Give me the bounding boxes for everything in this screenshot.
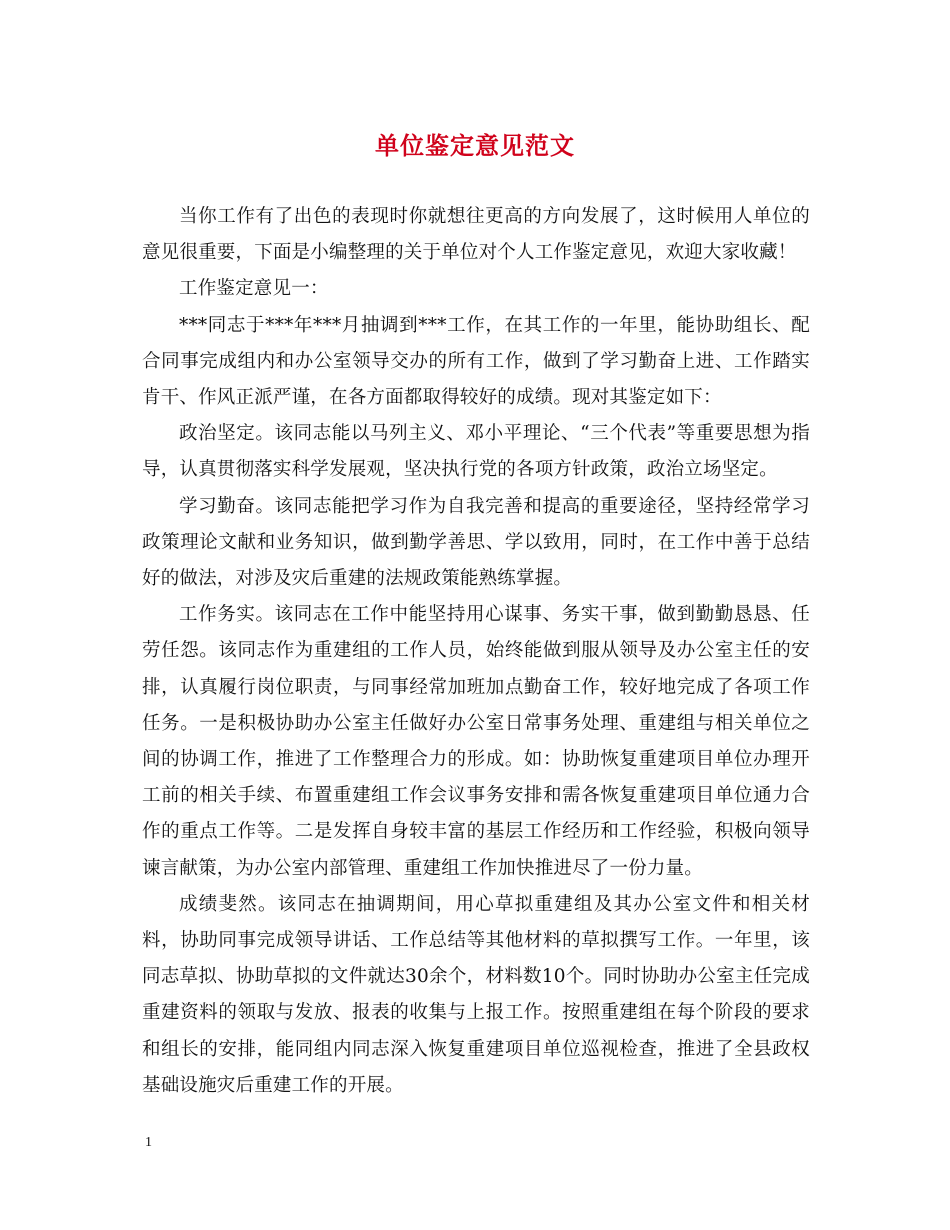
paragraph-intro: 当你工作有了出色的表现时你就想往更高的方向发展了，这时候用人单位的意见很重要，下面是小编整理的关于单位对个人工作鉴定意见，欢迎大家收藏！	[142, 206, 810, 264]
document-body	[142, 199, 810, 1104]
paragraph-work: 工作务实。该同志在工作中能坚持用心谋事、务实干事，做到勤勤恳恳、任劳任怨。该同志作为重建组的工作人员，始终能做到服从领导及办公室主任的安排，认真履行岗位职责，与同事经常加班加点勤奋工作，较好地完成了各项工作任务。一是积极协助办公室主任做好办公室日常事务处理、重建组与相关单位之间的协调工作，推进了工作整理合力的形成。如：协助恢复重建项目单位办理开工前的相关手续、布置重建组工作会议事务安排和需各恢复重建项目单位通力合作的重点工作等。二是发挥自身较丰富的基层工作经历和工作经验，积极向领导谏言献策，为办公室内部管理、重建组工作加快推进尽了一份力量。	[142, 604, 810, 879]
paragraph-study: 学习勤奋。该同志能把学习作为自我完善和提高的重要途径，坚持经常学习政策理论文献和业务知识，做到勤学善思、学以致用，同时，在工作中善于总结好的做法，对涉及灾后重建的法规政策能熟练掌握。	[142, 495, 810, 590]
paragraph-section-heading: 工作鉴定意见一：	[179, 278, 329, 300]
paragraph-political: 政治坚定。该同志能以马列主义、邓小平理论、“三个代表”等重要思想为指导，认真贯彻落实科学发展观，坚决执行党的各项方针政策，政治立场坚定。	[142, 423, 810, 481]
document-title: 单位鉴定意见范文	[375, 131, 575, 160]
paragraph-achievements: 成绩斐然。该同志在抽调期间，用心草拟重建组及其办公室文件和相关材料，协助同事完成领导讲话、工作总结等其他材料的草拟撰写工作。一年里，该同志草拟、协助草拟的文件就达30余个，材料数10个。同时协助办公室主任完成重建资料的领取与发放、报表的收集与上报工作。按照重建组在每个阶段的要求和组长的安排，能同组内同志深入恢复重建项目单位巡视检查，推进了全县政权基础设施灾后重建工作的开展。	[142, 893, 810, 1096]
page-number: 1	[145, 1135, 152, 1150]
paragraph-overview: ***同志于***年***月抽调到***工作，在其工作的一年里，能协助组长、配合同事完成组内和办公室领导交办的所有工作，做到了学习勤奋上进、工作踏实肯干、作风正派严谨，在各方面都取得较好的成绩。现对其鉴定如下：	[142, 314, 810, 409]
